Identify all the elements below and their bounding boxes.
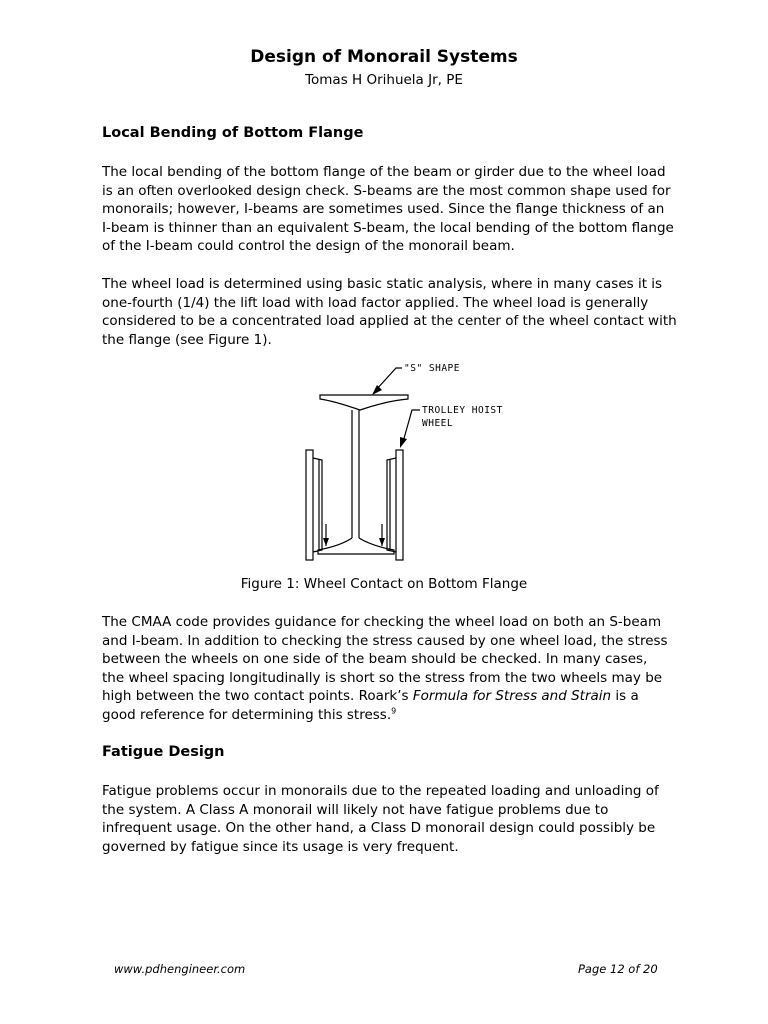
figure-label-shape: "S" SHAPE: [404, 363, 460, 374]
text-line: The wheel load is determined using basic static analysis, where in many cases it is: [102, 276, 663, 292]
paragraph-fatigue: [102, 782, 682, 856]
wheel-contact-figure: [290, 354, 540, 569]
text-line: one-fourth (1/4) the lift load with load factor applied. The wheel load is generally: [102, 294, 649, 311]
text-line: governed by fatigue since its usage is very frequent.: [102, 838, 459, 855]
shape-leader-arrow: [372, 385, 382, 395]
paragraph-local-bending: [102, 163, 682, 256]
left-wheel-tread: [313, 458, 322, 552]
text-line: the system. A Class A monorail will likely not have fatigue problems due to: [102, 801, 609, 818]
right-wheel-outer: [396, 450, 403, 560]
wheel-leader-arrow: [400, 437, 407, 448]
footer-page-number: Page 12 of 20: [578, 962, 658, 976]
text-line: monorails; however, I-beams are sometimes used. Since the flange thickness of an: [102, 201, 665, 218]
text-line: the wheel spacing longitudinally is short so the stress from the two wheels may be: [102, 669, 663, 686]
book-reference: Formula for Stress and Strain: [412, 688, 612, 705]
text-line: between the wheels on one side of the beam should be checked. In many cases,: [102, 651, 648, 668]
right-arrow-head: [379, 538, 385, 546]
text-line: infrequent usage. On the other hand, a Class D monorail design could possibly be: [102, 820, 656, 837]
shape-leader-line: [376, 368, 402, 390]
text-line: the flange (see Figure 1).: [102, 331, 272, 348]
figure-label-wheel-line2: WHEEL: [422, 418, 454, 429]
document-author: Tomas H Orihuela Jr, PE: [305, 72, 463, 88]
right-wheel-tread: [387, 458, 396, 552]
text-line: considered to be a concentrated load applied at the center of the wheel contact with: [102, 313, 677, 330]
paragraph-cmaa: [102, 613, 682, 725]
footnote-marker[interactable]: 9: [391, 706, 397, 716]
text-line: and I-beam. In addition to checking the stress caused by one wheel load, the stress: [102, 632, 668, 649]
footer-website: www.pdhengineer.com: [114, 962, 246, 976]
text-line: of the I-beam could control the design of the monorail beam.: [102, 238, 515, 255]
text-line-with-footnote: [102, 706, 682, 725]
figure-label-wheel-line1: TROLLEY HOIST: [422, 405, 503, 416]
text-line: I-beam is thinner than an equivalent S-beam, the local bending of the bottom flange: [102, 219, 674, 236]
left-wheel-outer: [306, 450, 313, 560]
wheel-leader-line: [403, 410, 420, 442]
section-heading-local-bending: Local Bending of Bottom Flange: [102, 125, 364, 141]
text-segment: high between the two contact points. Roark’s: [102, 688, 413, 705]
document-title: Design of Monorail Systems: [250, 47, 518, 67]
text-line-with-reference: [102, 687, 682, 706]
figure-caption: Figure 1: Wheel Contact on Bottom Flange: [240, 576, 528, 592]
paragraph-wheel-load: [102, 275, 682, 349]
text-segment: good reference for determining this stress.: [102, 706, 392, 723]
text-line: Fatigue problems occur in monorails due to the repeated loading and unloading of: [102, 783, 659, 799]
section-heading-fatigue: Fatigue Design: [102, 744, 225, 760]
text-line: The CMAA code provides guidance for checking the wheel load on both an S-beam: [102, 614, 662, 630]
top-flange: [320, 395, 408, 410]
text-line: The local bending of the bottom flange of the beam or girder due to the wheel load: [102, 164, 666, 180]
text-line: is an often overlooked design check. S-beams are the most common shape used for: [102, 182, 671, 199]
left-arrow-head: [323, 538, 329, 546]
text-segment: is a: [611, 688, 639, 705]
